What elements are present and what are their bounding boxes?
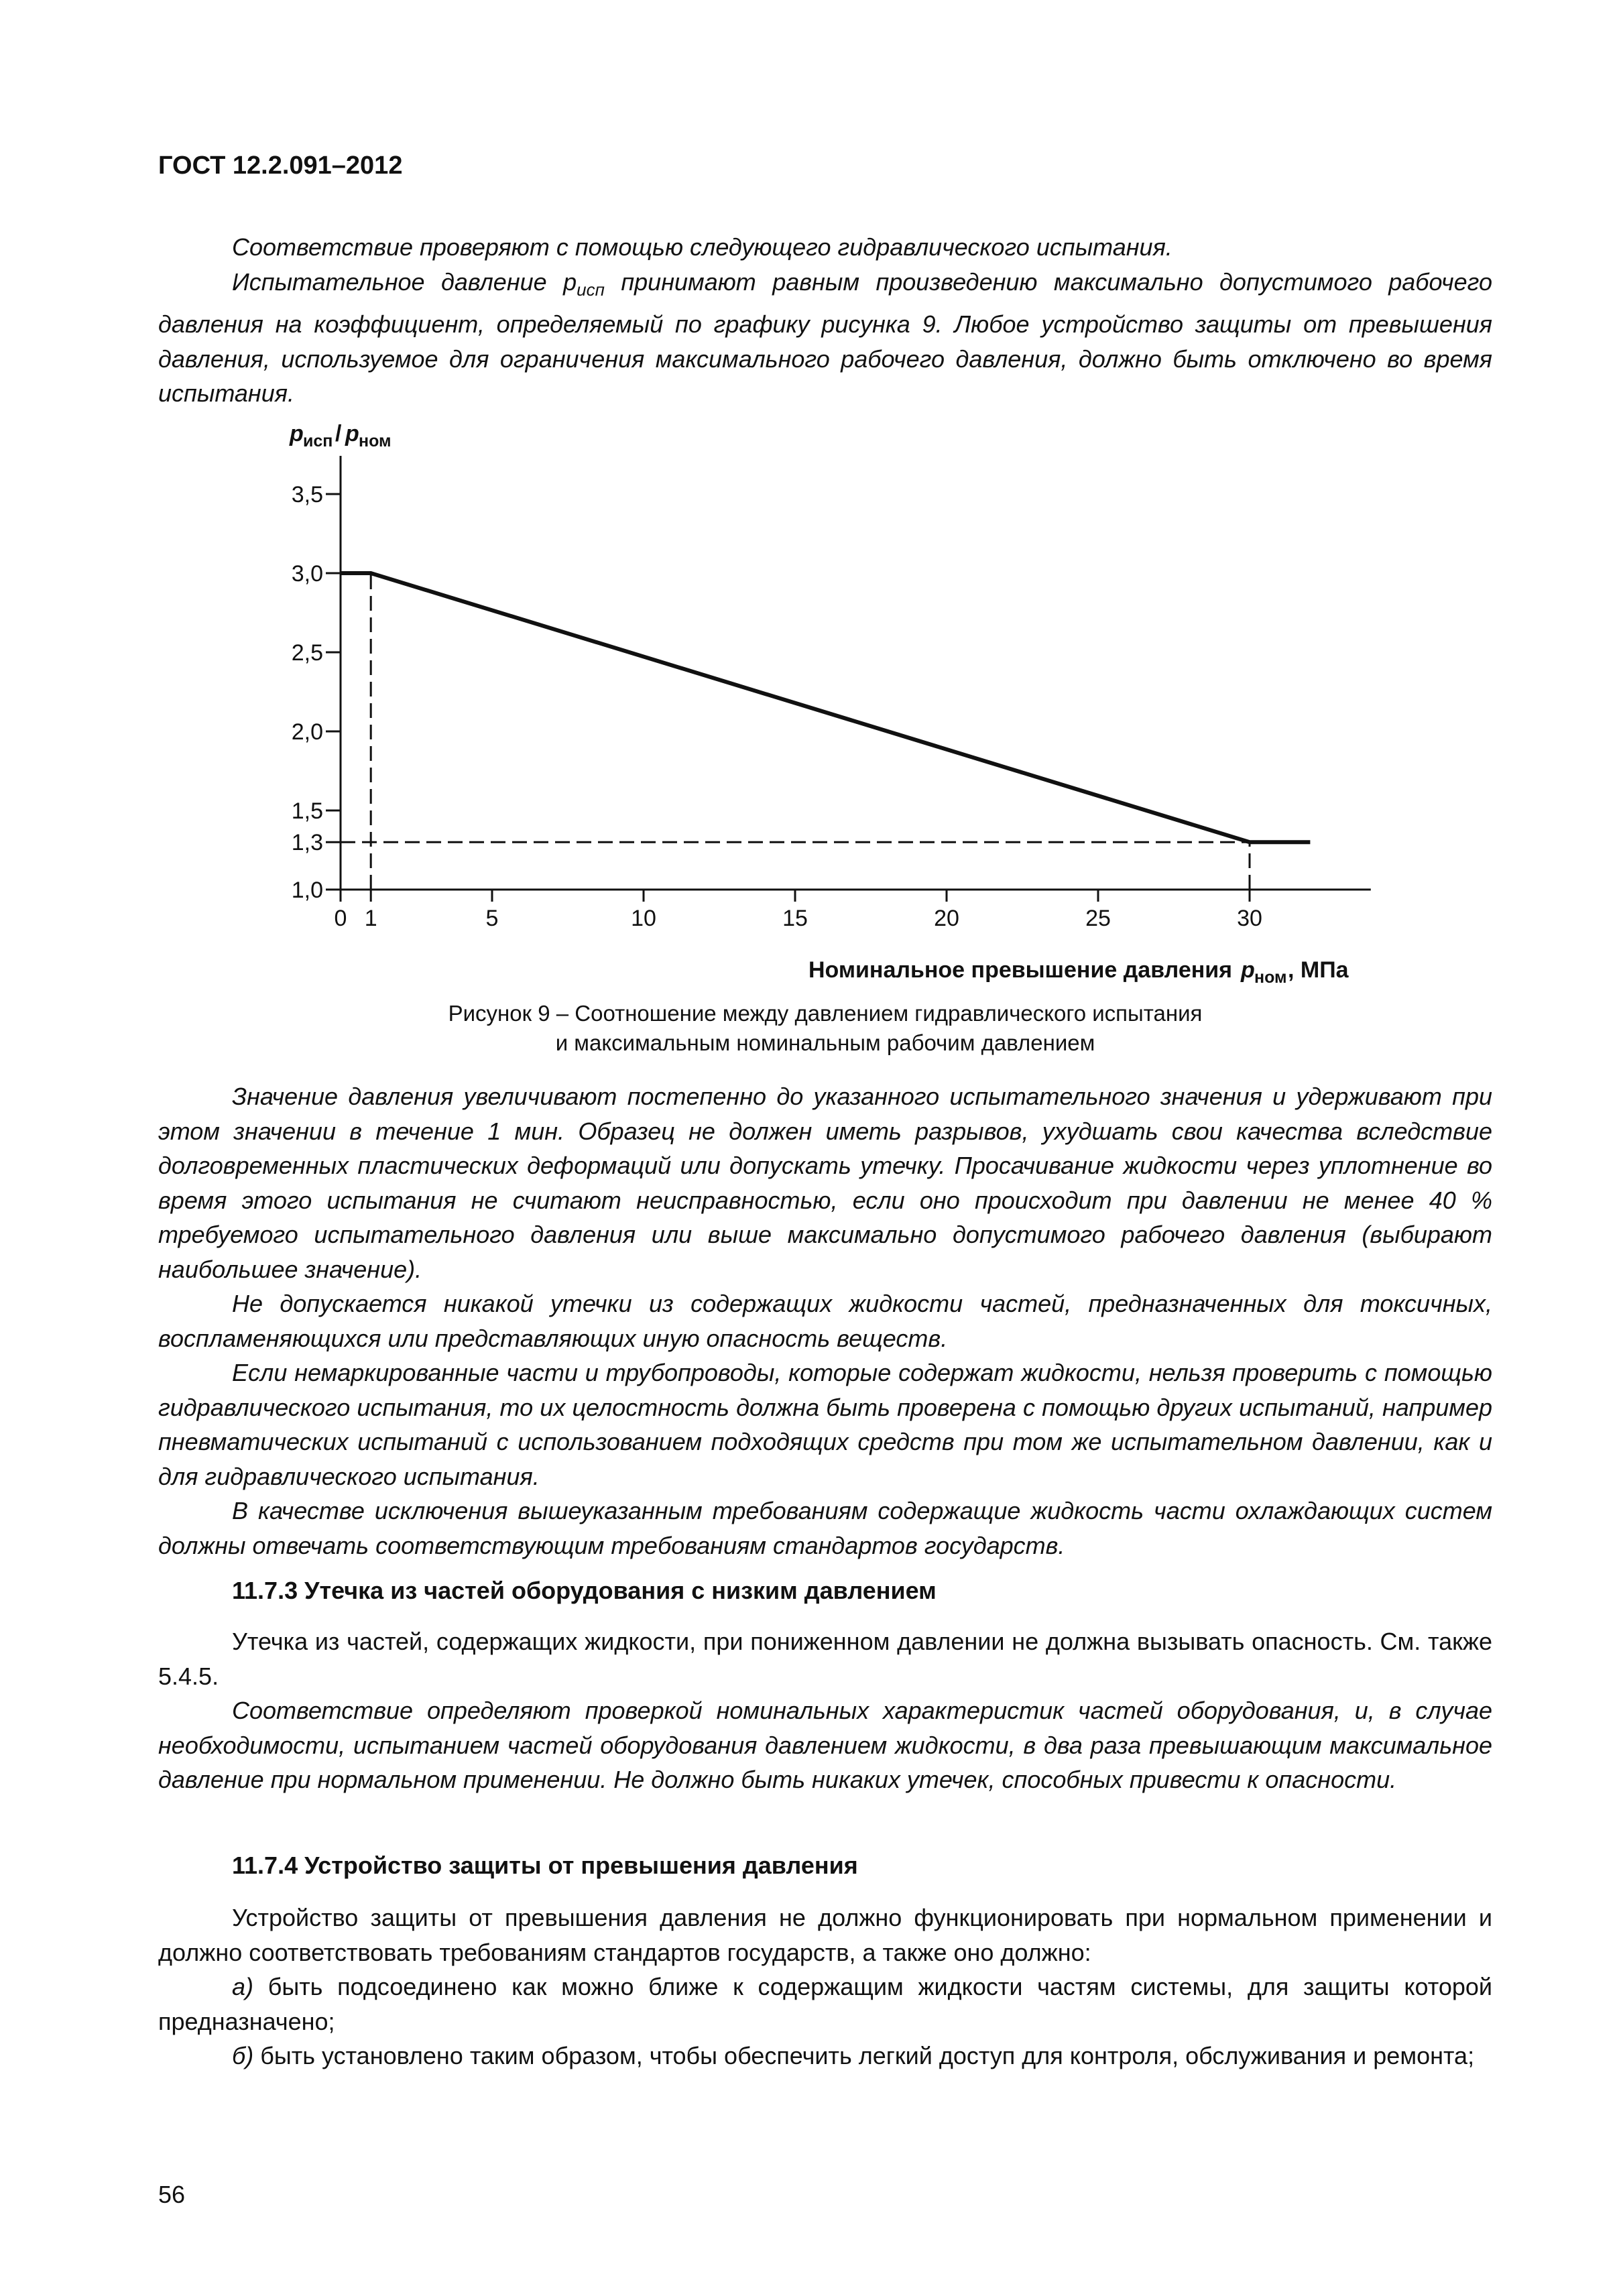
heading-11-7-3: 11.7.3 Утечка из частей оборудования с низким давлением	[232, 1577, 937, 1604]
paragraph-no-leakage: Не допускается никакой утечки из содержащих жидкости частей, предназначенных для токсичных, воспламеняющихся или представляющих иную опасность веществ.	[158, 1290, 1492, 1352]
body-text-1	[158, 1079, 1492, 1563]
paragraph-low-pressure-leak: Утечка из частей, содержащих жидкости, при пониженном давлении не должна вызывать опасность. См. также 5.4.5.	[158, 1628, 1492, 1690]
svg-text:p: p	[1241, 957, 1255, 983]
list-item-a	[158, 1970, 1492, 2039]
x-tick-label: 25	[1085, 906, 1111, 931]
list-item-b	[158, 2039, 1492, 2073]
svg-text:p: p	[345, 421, 359, 446]
y-tick-label: 1,5	[291, 798, 323, 824]
intro-p2-symbol: $p_{исп}$	[563, 267, 605, 300]
svg-text:p: p	[290, 421, 304, 446]
caption-line-1: Рисунок 9 – Соотношение между давлением гидравлического испытания	[448, 1001, 1203, 1026]
x-tick-label: 0	[334, 906, 347, 931]
paragraph-pressure-increase: Значение давления увеличивают постепенно до указанного испытательного значения и удерживают при этом значении в течение 1 мин. Образец не должен иметь разрывов, ухудшать свои качества вследствие долговременных пластических деформаций или допускать утечку. Просачивание жидкости через уплотнение во время этого испытания не считают неисправностью, если оно происходит при давлении не менее 40 % требуемого испытательного давления или выше максимально допустимого рабочего давления (выбирают наибольшее значение).	[158, 1083, 1492, 1283]
svg-text:ном: ном	[359, 432, 392, 450]
paragraph-compliance-check: Соответствие определяют проверкой номинальных характеристик частей оборудования, и, в случае необходимости, испытанием частей оборудования давлением жидкости, в два раза превышающим максимальное давление при нормальном применении. Не должно быть никаких утечек, способных привести к опасности.	[158, 1697, 1492, 1793]
svg-text:/: /	[335, 421, 342, 446]
list-marker-b: б)	[232, 2042, 254, 2069]
y-tick-label: 1,0	[291, 878, 323, 903]
intro-p2-lead: Испытательное давление	[232, 267, 564, 296]
document-code: ГОСТ 12.2.091–2012	[158, 152, 403, 180]
figure-caption	[158, 999, 1492, 1058]
x-tick-label: 5	[485, 906, 499, 931]
heading-11-7-4: 11.7.4 Устройство защиты от превышения давления	[232, 1852, 858, 1879]
list-marker-a: а)	[232, 1973, 254, 2000]
list-text-a: быть подсоединено как можно ближе к содержащим жидкости частям системы, для защиты которой предназначено;	[158, 1973, 1492, 2035]
y-tick-label: 2,5	[291, 640, 323, 666]
x-tick-label: 1	[364, 906, 377, 931]
x-axis-title	[808, 957, 1349, 987]
x-tick-label: 20	[934, 906, 959, 931]
reference-lines	[341, 573, 1250, 890]
section-11-7-4-text	[158, 1900, 1492, 2073]
pressure-ratio-chart	[0, 0, 1623, 1006]
paragraph-unmarked-parts: Если немаркированные части и трубопроводы, которые содержат жидкости, нельзя проверить с помощью гидравлического испытания, то их целостность должна быть проверена с помощью других испытаний, например пневматических испытаний с использованием подходящих средств при том же испытательном давлении, как и для гидравлического испытания.	[158, 1359, 1492, 1490]
y-axis-title	[289, 421, 392, 450]
svg-text:Номинальное превышение давлени: Номинальное превышение давления	[808, 957, 1233, 983]
chart-series	[341, 573, 1310, 842]
caption-line-2: и максимальным номинальным рабочим давлением	[555, 1030, 1095, 1055]
series-line	[341, 573, 1310, 842]
x-tick-label: 10	[631, 906, 656, 931]
paragraph-exception: В качестве исключения вышеуказанным требованиям содержащие жидкость части охлаждающих систем должны отвечать соответствующим требованиям стандартов государств.	[158, 1497, 1492, 1559]
y-tick-label: 3,5	[291, 482, 323, 507]
svg-text:ном: ном	[1254, 968, 1287, 987]
intro-paragraph-1: Соответствие проверяют с помощью следующего гидравлического испытания.	[232, 233, 1173, 261]
intro-p2-rest: принимают равным произведению максимально допустимого рабочего давления на коэффициент, определяемый по графику рисунка 9. Любое устройство защиты от превышения давления, используемое для ограничения максимального рабочего давления, должно быть отключено во время испытания.	[158, 267, 1492, 408]
svg-text:, МПа: , МПа	[1288, 957, 1349, 983]
list-text-b: быть установлено таким образом, чтобы обеспечить легкий доступ для контроля, обслуживания и ремонта;	[253, 2042, 1475, 2069]
x-tick-label: 30	[1237, 906, 1262, 931]
y-tick-label: 2,0	[291, 719, 323, 745]
x-tick-label: 15	[782, 906, 808, 931]
svg-text:исп: исп	[303, 432, 333, 450]
page-number: 56	[158, 2181, 186, 2208]
y-tick-label: 1,3	[291, 830, 323, 856]
paragraph-protection-device: Устройство защиты от превышения давления не должно функционировать при нормальном применении и должно соответствовать требованиям стандартов государств, а также оно должно:	[158, 1904, 1492, 1966]
chart-ticks	[292, 482, 1262, 931]
section-11-7-3-text	[158, 1624, 1492, 1797]
chart-axes	[341, 456, 1371, 890]
y-tick-label: 3,0	[291, 561, 323, 587]
